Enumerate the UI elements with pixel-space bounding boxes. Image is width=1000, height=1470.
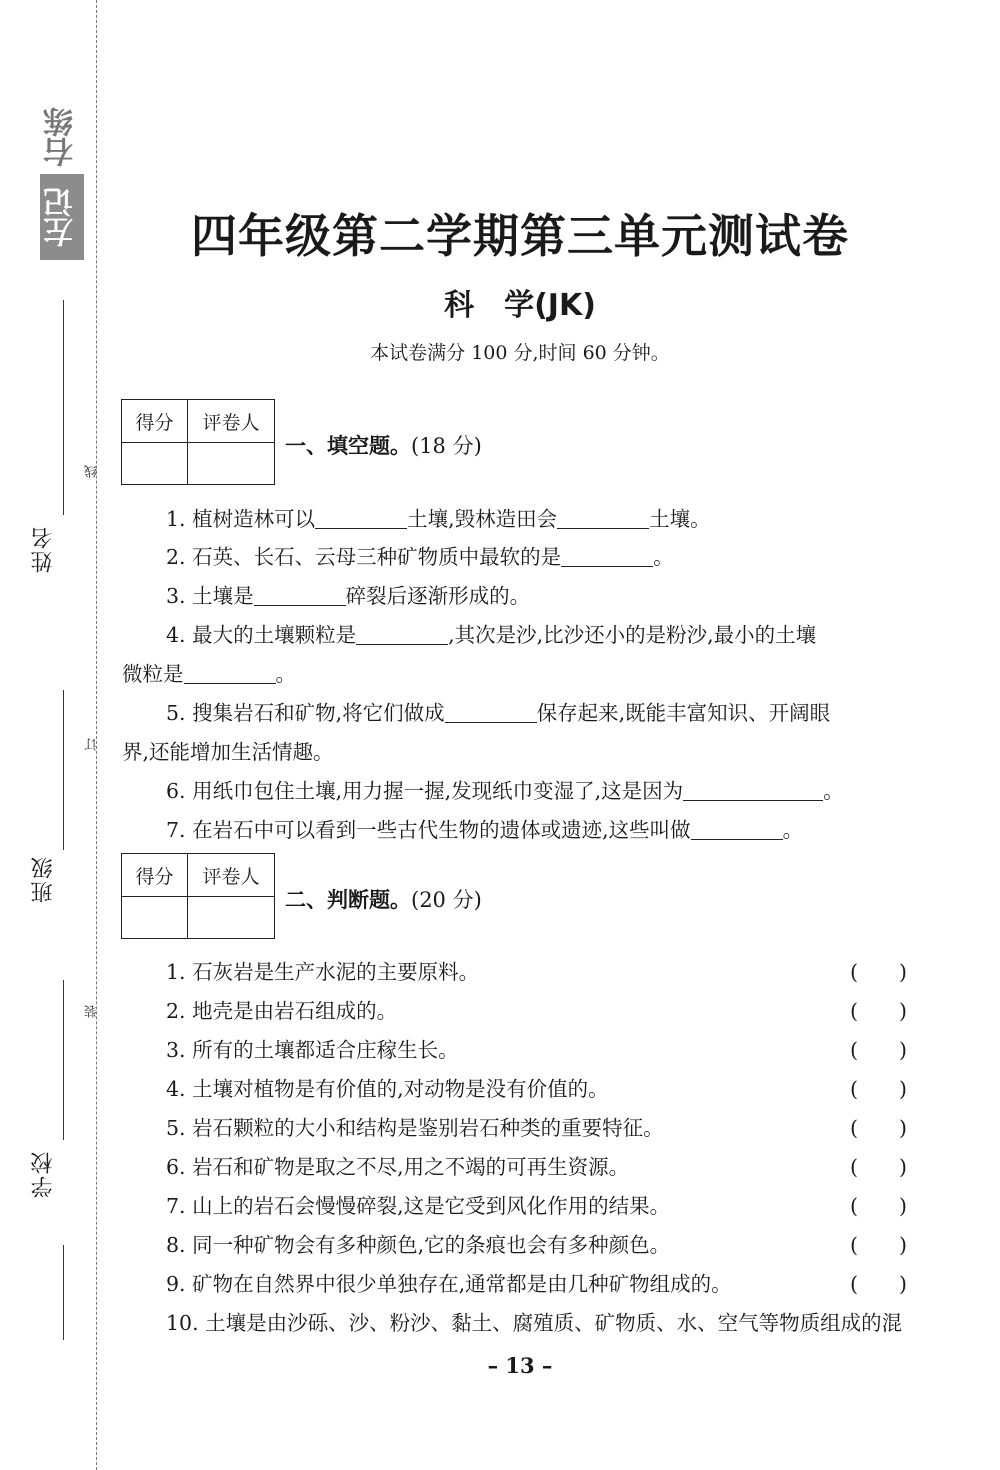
exam-note: 本试卷满分 100 分,时间 60 分钟。 [370, 342, 670, 364]
class-line [63, 690, 64, 850]
answer-parentheses[interactable]: ( ) [850, 999, 907, 1023]
answer-blank[interactable] [691, 819, 783, 841]
answer-parentheses[interactable]: ( ) [850, 1038, 907, 1062]
fill-question-2: 2. 石英、长石、云母三种矿物质中最软的是 。 [166, 545, 674, 569]
page-number: – 13 – [487, 1353, 553, 1378]
judge-question-4: 4. 土壤对植物是有价值的,对动物是没有价值的。 [166, 1077, 609, 1101]
grader-cell[interactable] [188, 897, 274, 938]
school-label: 学校 [31, 1150, 56, 1198]
answer-parentheses[interactable]: ( ) [850, 960, 907, 984]
section-1-heading: 一、填空题。(18 分) [285, 434, 482, 458]
judge-question-10: 10. 土壤是由沙砾、沙、粉沙、黏土、腐殖质、矿物质、水、空气等物质组成的混 [166, 1311, 903, 1335]
score-cell[interactable] [122, 443, 188, 484]
judge-question-2: 2. 地壳是由岩石组成的。 [166, 999, 398, 1023]
page-title: 四年级第二学期第三单元测试卷 [191, 209, 849, 263]
score-header: 得分 [122, 400, 188, 443]
judge-question-6: 6. 岩石和矿物是取之不尽,用之不竭的可再生资源。 [166, 1155, 630, 1179]
answer-blank[interactable] [561, 546, 653, 568]
answer-blank[interactable] [315, 508, 407, 530]
fill-question-4: 4. 最大的土壤颗粒是 ,其次是沙,比沙还小的是粉沙,最小的土壤 [166, 623, 817, 647]
grader-cell[interactable] [188, 443, 274, 484]
cut-mark-order: 订 [85, 738, 100, 751]
fill-question-6: 6. 用纸巾包住土壤,用力握一握,发现纸巾变湿了,这是因为 。 [166, 779, 844, 803]
fill-question-3: 3. 土壤是 碎裂后逐渐形成的。 [166, 584, 531, 608]
fill-question-5: 5. 搜集岩石和矿物,将它们做成 保存起来,既能丰富知识、开阔眼 [166, 701, 831, 725]
judge-question-1: 1. 石灰岩是生产水泥的主要原料。 [166, 960, 480, 984]
answer-blank[interactable] [683, 780, 823, 802]
class-label: 班级 [31, 855, 56, 903]
answer-parentheses[interactable]: ( ) [850, 1077, 907, 1101]
brand-right-text: 右练 [44, 107, 79, 167]
answer-blank[interactable] [557, 508, 649, 530]
score-box-2 [121, 853, 275, 939]
answer-parentheses[interactable]: ( ) [850, 1272, 907, 1296]
grader-header: 评卷人 [188, 854, 274, 897]
answer-blank[interactable] [445, 702, 537, 724]
score-cell[interactable] [122, 897, 188, 938]
answer-parentheses[interactable]: ( ) [850, 1194, 907, 1218]
judge-question-9: 9. 矿物在自然界中很少单独存在,通常都是由几种矿物组成的。 [166, 1272, 732, 1296]
school-line [63, 980, 64, 1140]
fill-question-7: 7. 在岩石中可以看到一些古代生物的遗体或遗迹,这些叫做 。 [166, 818, 804, 842]
fill-question-5-cont: 界,还能增加生活情趣。 [122, 740, 334, 764]
answer-parentheses[interactable]: ( ) [850, 1233, 907, 1257]
subject-title: 科 学(JK) [444, 288, 596, 323]
score-box-1 [121, 399, 275, 485]
section-2-heading: 二、判断题。(20 分) [285, 888, 482, 912]
answer-blank[interactable] [254, 585, 346, 607]
cut-mark-line: 线 [85, 465, 100, 478]
answer-parentheses[interactable]: ( ) [850, 1116, 907, 1140]
fill-question-1: 1. 植树造林可以 土壤,毁林造田会 土壤。 [166, 507, 711, 531]
answer-blank[interactable] [356, 624, 448, 646]
judge-question-3: 3. 所有的土壤都适合庄稼生长。 [166, 1038, 459, 1062]
answer-blank[interactable] [184, 663, 276, 685]
score-header: 得分 [122, 854, 188, 897]
name-line [63, 300, 64, 515]
name-label: 姓名 [31, 525, 56, 573]
school-line-lower [63, 1245, 64, 1340]
brand-left-text: 左记 [40, 174, 84, 260]
fill-question-4-cont: 微粒是 。 [122, 662, 296, 686]
grader-header: 评卷人 [188, 400, 274, 443]
judge-question-7: 7. 山上的岩石会慢慢碎裂,这是它受到风化作用的结果。 [166, 1194, 671, 1218]
answer-parentheses[interactable]: ( ) [850, 1155, 907, 1179]
judge-question-8: 8. 同一种矿物会有多种颜色,它的条痕也会有多种颜色。 [166, 1233, 671, 1257]
judge-question-5: 5. 岩石颗粒的大小和结构是鉴别岩石种类的重要特征。 [166, 1116, 664, 1140]
cut-mark-bind: 装 [85, 1005, 100, 1018]
